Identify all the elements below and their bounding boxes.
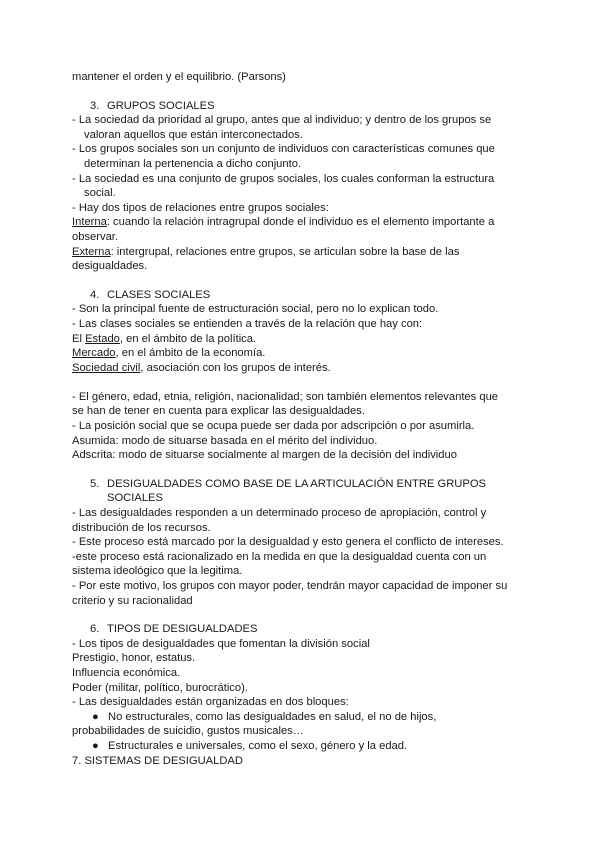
paragraph-line: - Este proceso está marcado por la desigualdad y esto genera el conflicto de intereses. [72,536,504,549]
paragraph-line: - La posición social que se ocupa puede ser dada por adscripción o por asumirla. [72,420,475,433]
section-6-heading [72,622,532,637]
section-title: GRUPOS SOCIALES [107,99,215,112]
term-sociedad-civil: Sociedad civil [72,361,141,374]
paragraph-line: - Las desigualdades están organizadas en dos bloques: [72,696,349,709]
item-sociedad-civil [72,361,532,376]
paragraph-line: Prestigio, honor, estatus. [72,652,196,665]
paragraph-line: determinan la pertenencia a dicho conjunto. [84,157,302,170]
term-externa: Externa [72,245,111,258]
section-number: 6. [90,623,100,636]
paragraph-line: observar. [72,230,119,243]
bullet-text: Estructurales e universales, como el sexo, género y la edad. [108,739,408,752]
paragraph-line: - El género, edad, etnia, religión, nacionalidad; son también elementos relevantes que [72,390,499,403]
bullet-icon: ● [92,710,99,723]
paragraph-line: - La sociedad es una conjunto de grupos sociales, los cuales conforman la estructura [72,172,495,185]
section-number: 5. [90,477,100,490]
section-5-heading [72,477,532,492]
bullet-item [72,739,532,754]
definition-text: : intergrupal, relaciones entre grupos, se articulan sobre la base de las [110,245,460,258]
paragraph-line: Adscrita: modo de situarse socialmente al margen de la decisión del individuo [72,449,457,462]
definition-text: : cuando la relación intragrupal donde el individuo es el elemento importante a [106,216,495,229]
paragraph-line: sistema ideológico que la legitima. [72,565,243,578]
item-prefix: El [72,332,86,345]
section-number: 4. [90,288,100,301]
spacer [72,375,532,390]
paragraph-line: - La sociedad da prioridad al grupo, antes que al individuo; y dentro de los grupos se [72,114,492,127]
section-3-heading [72,99,532,114]
section-title: TIPOS DE DESIGUALDADES [107,623,258,636]
paragraph-line: - Las clases sociales se entienden a través de la relación que hay con: [72,317,423,330]
item-text: , en el ámbito de la política. [119,332,257,345]
paragraph-line: desigualdades. [72,260,148,273]
term-mercado: Mercado [72,347,116,360]
paragraph-line: -este proceso está racionalizado en la medida en que la desigualdad cuenta con un [72,550,487,563]
item-mercado [72,346,532,361]
paragraph-line: distribución de los recursos. [72,521,211,534]
paragraph-line: - Los tipos de desigualdades que fomentan la división social [72,637,370,650]
item-text: , asociación con los grupos de interés. [140,361,331,374]
definition-interna [72,215,532,230]
bullet-icon: ● [92,739,99,752]
term-estado: Estado [85,332,120,345]
definition-externa [72,245,532,260]
paragraph-line: Poder (militar, político, burocrático). [72,681,248,694]
item-estado [72,332,532,347]
section-title: DESIGUALDADES COMO BASE DE LA ARTICULACIÓN ENTRE GRUPOS [107,477,487,490]
section-7-heading: 7. SISTEMAS DE DESIGUALDAD [72,754,243,767]
paragraph-line: valoran aquellos que están interconectados. [84,128,303,141]
paragraph-line: - Son la principal fuente de estructuración social, pero no lo explican todo. [72,303,439,316]
paragraph-line: - Los grupos sociales son un conjunto de individuos con características comunes que [72,143,495,156]
term-interna: Interna [72,216,107,229]
document-page [72,70,532,768]
bullet-continuation: probabilidades de suicidio, gustos musicales… [72,725,304,738]
section-number: 3. [90,99,100,112]
section-4-heading [72,288,532,303]
paragraph-line: se han de tener en cuenta para explicar las desigualdades. [72,405,365,418]
bullet-item [72,710,532,725]
paragraph-line: Influencia económica. [72,666,181,679]
intro-line: mantener el orden y el equilibrio. (Parsons) [72,71,286,83]
paragraph-line: - Las desigualdades responden a un determinado proceso de apropiación, control y [72,507,487,520]
paragraph-line: social. [84,187,116,200]
item-text: , en el ámbito de la economía. [115,347,266,360]
section-title-continued: SOCIALES [107,492,163,505]
paragraph-line: Asumida: modo de situarse basada en el mérito del individuo. [72,434,378,447]
paragraph-line: - Por este motivo, los grupos con mayor poder, tendrán mayor capacidad de imponer su [72,580,508,592]
bullet-text: No estructurales, como las desigualdades en salud, el no de hijos, [108,710,437,723]
section-title: CLASES SOCIALES [107,288,211,301]
paragraph-line: - Hay dos tipos de relaciones entre grupos sociales: [72,201,329,214]
paragraph-line: criterio y su racionalidad [72,594,193,607]
